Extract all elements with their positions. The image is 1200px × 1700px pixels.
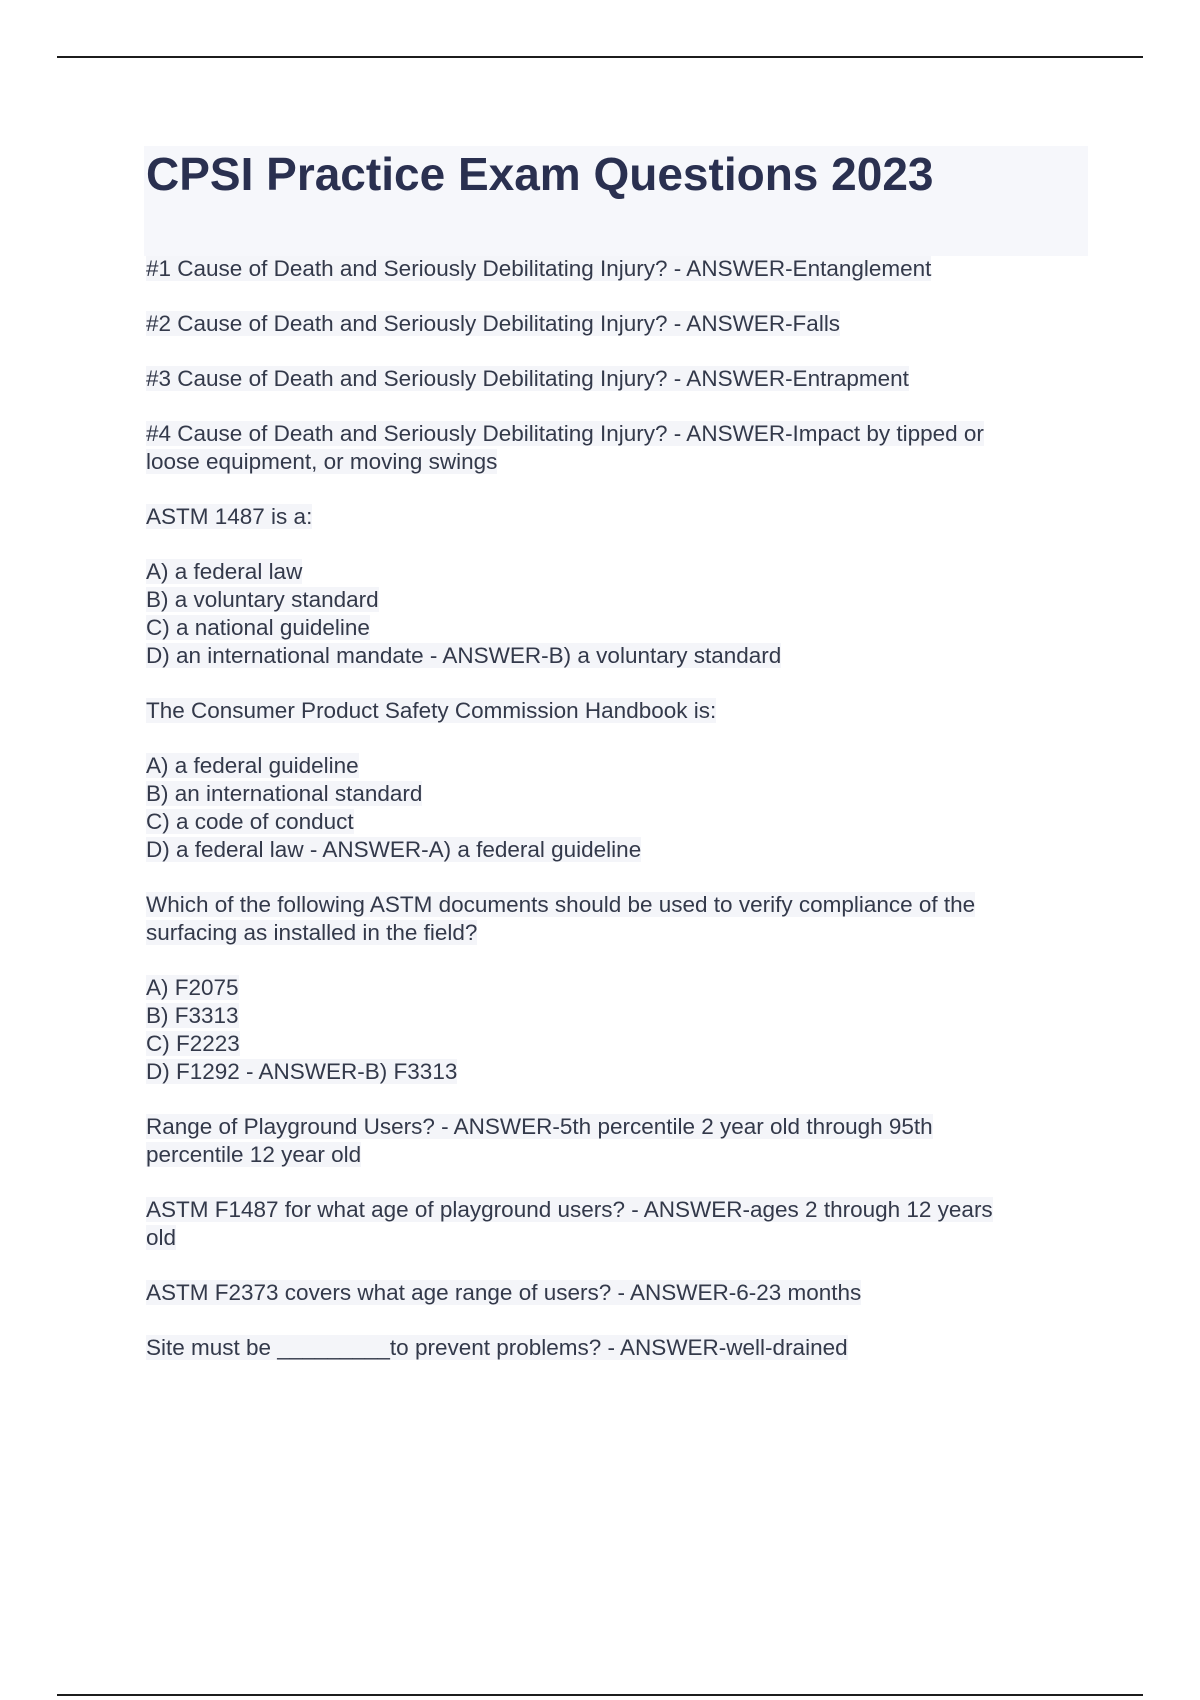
text-line: Range of Playground Users? - ANSWER-5th percentile 2 year old through 95th [146,1114,933,1139]
text-line: D) an international mandate - ANSWER-B) a voluntary standard [146,643,782,668]
question-block [146,365,1076,393]
question-block [146,1196,1076,1252]
text-line: B) an international standard [146,781,423,806]
text-line: Site must be _________to prevent problems? - ANSWER-well-drained [146,1335,848,1360]
text-line: Which of the following ASTM documents should be used to verify compliance of the [146,892,976,917]
page-title: CPSI Practice Exam Questions 2023 [146,148,934,200]
text-line: #3 Cause of Death and Seriously Debilitating Injury? - ANSWER-Entrapment [146,366,909,391]
text-line: A) a federal guideline [146,753,359,778]
text-line: ASTM 1487 is a: [146,504,313,529]
question-block [146,1334,1076,1362]
question-block [146,255,1076,283]
text-line: #2 Cause of Death and Seriously Debilitating Injury? - ANSWER-Falls [146,311,841,336]
text-line: #1 Cause of Death and Seriously Debilitating Injury? - ANSWER-Entanglement [146,256,932,281]
question-block [146,697,1076,725]
text-line: D) a federal law - ANSWER-A) a federal guideline [146,837,642,862]
text-line: B) F3313 [146,1003,239,1028]
question-block [146,558,1076,670]
text-line: percentile 12 year old [146,1142,362,1167]
text-line: ASTM F1487 for what age of playground users? - ANSWER-ages 2 through 12 years [146,1197,993,1222]
text-line: C) F2223 [146,1031,240,1056]
question-list [146,255,1076,1362]
text-line: old [146,1225,177,1250]
question-block [146,891,1076,947]
text-line: A) a federal law [146,559,303,584]
question-block [146,1113,1076,1169]
question-block [146,310,1076,338]
text-line: D) F1292 - ANSWER-B) F3313 [146,1059,458,1084]
text-line: loose equipment, or moving swings [146,449,498,474]
text-line: The Consumer Product Safety Commission Handbook is: [146,698,717,723]
top-rule [57,56,1143,58]
question-block [146,420,1076,476]
question-block [146,974,1076,1086]
question-block [146,752,1076,864]
text-line: A) F2075 [146,975,239,1000]
text-line: C) a code of conduct [146,809,354,834]
text-line: B) a voluntary standard [146,587,379,612]
text-line: ASTM F2373 covers what age range of users? - ANSWER-6-23 months [146,1280,862,1305]
question-block [146,1279,1076,1307]
bottom-rule [57,1694,1143,1696]
text-line: #4 Cause of Death and Seriously Debilitating Injury? - ANSWER-Impact by tipped or [146,421,984,446]
text-line: surfacing as installed in the field? [146,920,478,945]
text-line: C) a national guideline [146,615,370,640]
question-block [146,503,1076,531]
